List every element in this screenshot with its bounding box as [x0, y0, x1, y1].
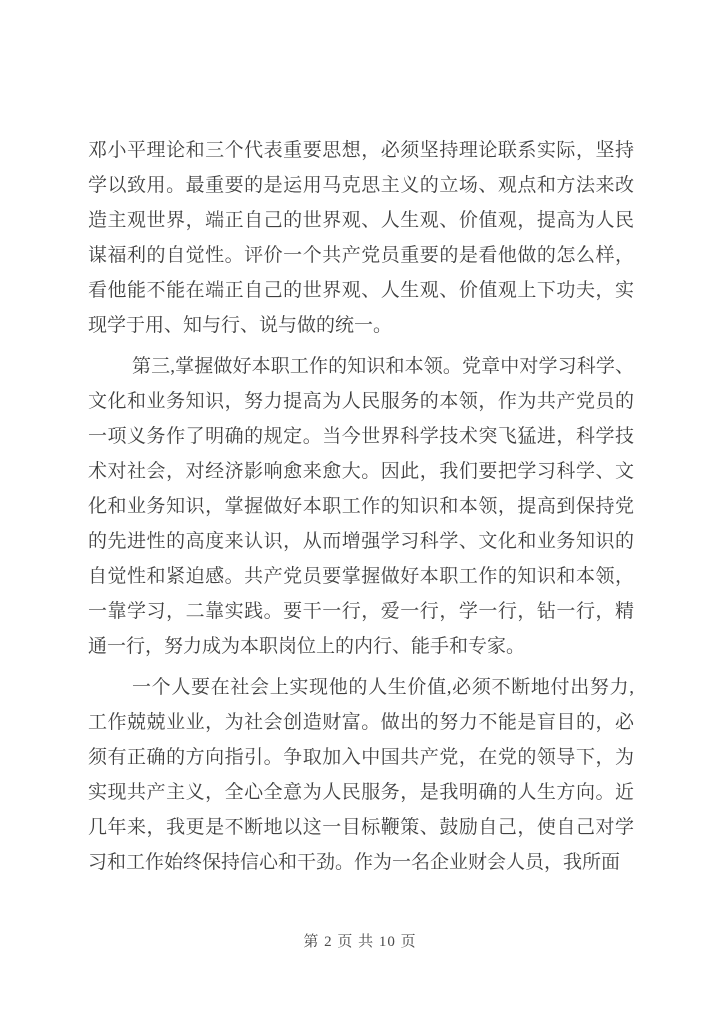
text-line: 实现共产主义，全心全意为人民服务，是我明确的人生方向。近	[88, 782, 634, 803]
text-line: 学以致用。最重要的是运用马克思主义的立场、观点和方法来改	[88, 175, 634, 196]
text-line: 通一行，努力成为本职岗位上的内行、能手和专家。	[88, 636, 526, 657]
text-line: 看他能不能在端正自己的世界观、人生观、价值观上下功夫，实	[88, 280, 634, 301]
text-line: 邓小平理论和三个代表重要思想，必须坚持理论联系实际，坚持	[88, 140, 634, 161]
text-line: 术对社会，对经济影响愈来愈大。因此，我们要把学习科学、文	[88, 461, 634, 482]
text-line: 现学于用、知与行、说与做的统一。	[88, 315, 393, 336]
text-line: 谋福利的自觉性。评价一个共产党员重要的是看他做的怎么样，	[88, 245, 634, 266]
text-line: 一个人要在社会上实现他的人生价值,必须不断地付出努力,	[132, 677, 634, 698]
text-line: 须有正确的方向指引。争取加入中国共产党，在党的领导下，为	[88, 747, 634, 768]
text-line: 自觉性和紧迫感。共产党员要掌握做好本职工作的知识和本领，	[88, 566, 634, 587]
text-line: 第三,掌握做好本职工作的知识和本领。党章中对学习科学、	[132, 356, 634, 377]
text-line: 一项义务作了明确的规定。当今世界科学技术突飞猛进，科学技	[88, 426, 634, 447]
text-line: 造主观世界，端正自己的世界观、人生观、价值观，提高为人民	[88, 210, 634, 231]
paragraph	[88, 133, 634, 343]
text-line: 一靠学习，二靠实践。要干一行，爱一行，学一行，钻一行，精	[88, 601, 634, 622]
text-line: 文化和业务知识，努力提高为人民服务的本领，作为共产党员的	[88, 391, 634, 412]
page-number-footer: 第 2 页 共 10 页	[303, 934, 417, 950]
text-line: 习和工作始终保持信心和干劲。作为一名企业财会人员，我所面	[88, 852, 621, 873]
text-line: 几年来，我更是不断地以这一目标鞭策、鼓励自己，使自己对学	[88, 817, 634, 838]
paragraph	[88, 670, 634, 880]
text-body	[88, 133, 634, 880]
text-line: 化和业务知识，掌握做好本职工作的知识和本领，提高到保持党	[88, 496, 634, 517]
text-line: 工作兢兢业业，为社会创造财富。做出的努力不能是盲目的，必	[88, 712, 634, 733]
paragraph	[88, 349, 634, 664]
text-line: 的先进性的高度来认识，从而增强学习科学、文化和业务知识的	[88, 531, 634, 552]
